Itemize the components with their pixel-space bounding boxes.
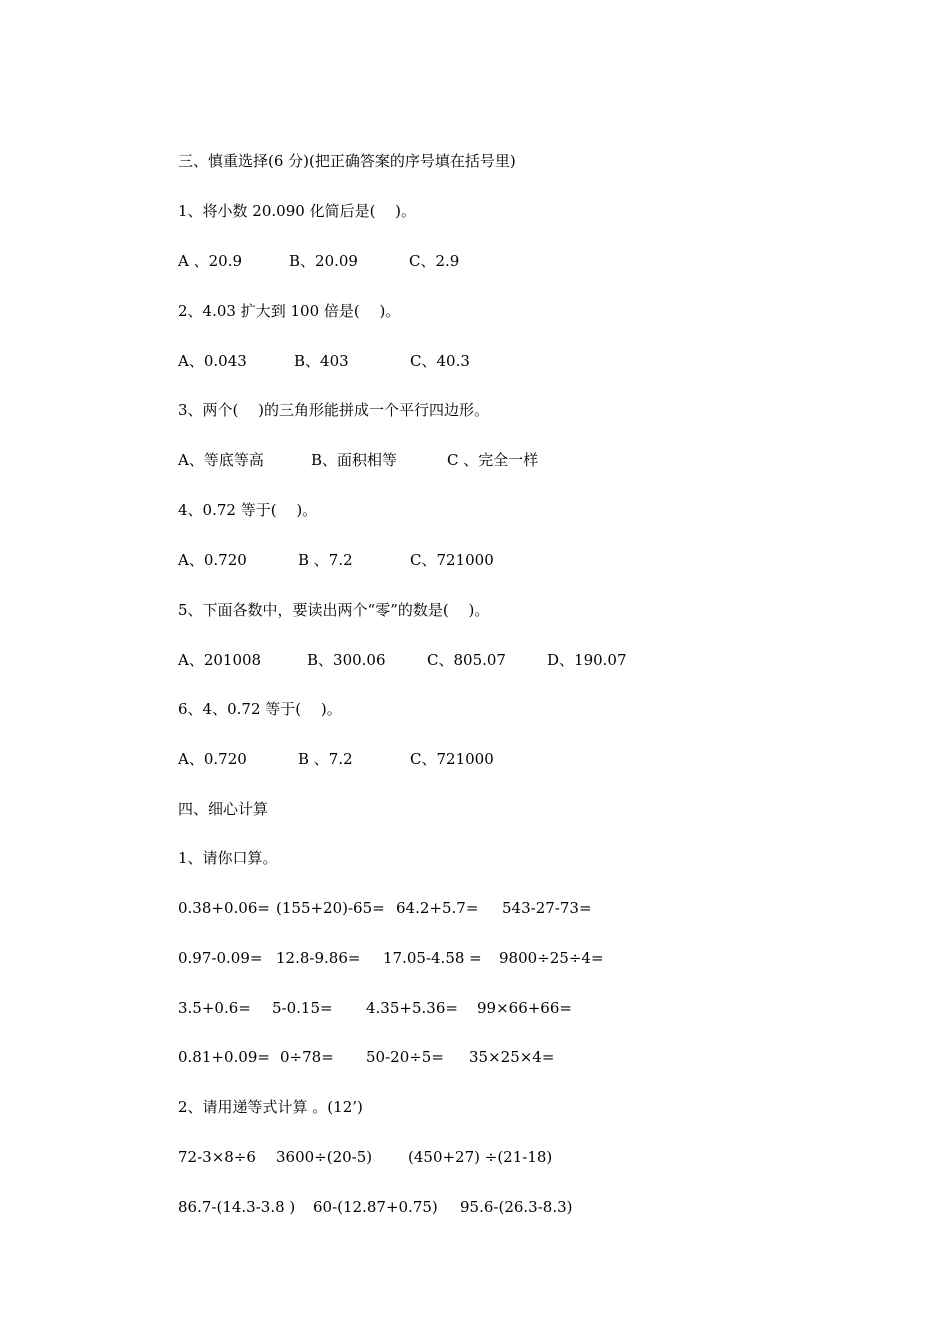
option-b: B、面积相等 <box>311 451 398 469</box>
option-c: C、40.3 <box>410 352 470 370</box>
math-expression: 3600÷(20-5) <box>276 1148 373 1166</box>
option-a: A、0.043 <box>178 352 247 370</box>
math-expression: 64.2+5.7= <box>396 899 479 917</box>
math-expression: 35×25×4= <box>469 1048 555 1066</box>
option-c: C、2.9 <box>409 252 460 270</box>
option-c: C、721000 <box>410 750 494 768</box>
option-a: A、201008 <box>178 651 262 669</box>
step-calc-row <box>178 1197 573 1297</box>
math-expression: 17.05-4.58 = <box>383 949 482 967</box>
option-c: C、721000 <box>410 551 494 569</box>
math-expression: 0.81+0.09= <box>178 1048 270 1066</box>
math-expression: 5-0.15= <box>272 999 333 1017</box>
math-expression: 50-20÷5= <box>366 1048 444 1066</box>
step-calc-title: 2、请用递等式计算 。(12’) <box>178 1098 363 1116</box>
math-expression: 95.6-(26.3-8.3) <box>460 1198 573 1216</box>
section-4-heading: 四、细心计算 <box>178 800 269 818</box>
question-5: 5、下面各数中，要读出两个“零”的数是( )。 <box>178 601 490 619</box>
section-3-heading: 三、慎重选择(6 分)(把正确答案的序号填在括号里) <box>178 152 516 170</box>
math-expression: 9800÷25÷4= <box>499 949 604 967</box>
option-b: B 、7.2 <box>298 551 353 569</box>
option-a: A 、20.9 <box>178 252 242 270</box>
math-expression: 4.35+5.36= <box>366 999 458 1017</box>
option-a: A、0.720 <box>178 551 247 569</box>
option-a: A、等底等高 <box>178 451 264 469</box>
question-1: 1、将小数 20.090 化简后是( )。 <box>178 202 417 220</box>
option-c: C、805.07 <box>427 651 506 669</box>
math-expression: 86.7-(14.3-3.8 ) <box>178 1198 296 1216</box>
math-expression: 0.38+0.06= <box>178 899 270 917</box>
math-expression: 72-3×8÷6 <box>178 1148 256 1166</box>
math-expression: 60-(12.87+0.75) <box>313 1198 438 1216</box>
mental-math-title: 1、请你口算。 <box>178 849 278 867</box>
option-c: C 、完全一样 <box>447 451 539 469</box>
math-expression: 12.8-9.86= <box>276 949 361 967</box>
question-4: 4、0.72 等于( )。 <box>178 501 318 519</box>
question-2: 2、4.03 扩大到 100 倍是( )。 <box>178 302 401 320</box>
option-b: B 、7.2 <box>298 750 353 768</box>
option-d: D、190.07 <box>547 651 627 669</box>
math-expression: 3.5+0.6= <box>178 999 251 1017</box>
math-expression: 543-27-73= <box>502 899 592 917</box>
option-b: B、20.09 <box>289 252 358 270</box>
math-expression: 0÷78= <box>280 1048 334 1066</box>
math-expression: 0.97-0.09= <box>178 949 263 967</box>
question-6: 6、4、0.72 等于( )。 <box>178 700 342 718</box>
option-b: B、300.06 <box>307 651 386 669</box>
option-a: A、0.720 <box>178 750 247 768</box>
math-expression: (450+27) ÷(21-18) <box>408 1148 553 1166</box>
option-b: B、403 <box>294 352 349 370</box>
math-expression: (155+20)-65= <box>276 899 385 917</box>
question-3: 3、两个( )的三角形能拼成一个平行四边形。 <box>178 401 490 419</box>
math-expression: 99×66+66= <box>477 999 572 1017</box>
